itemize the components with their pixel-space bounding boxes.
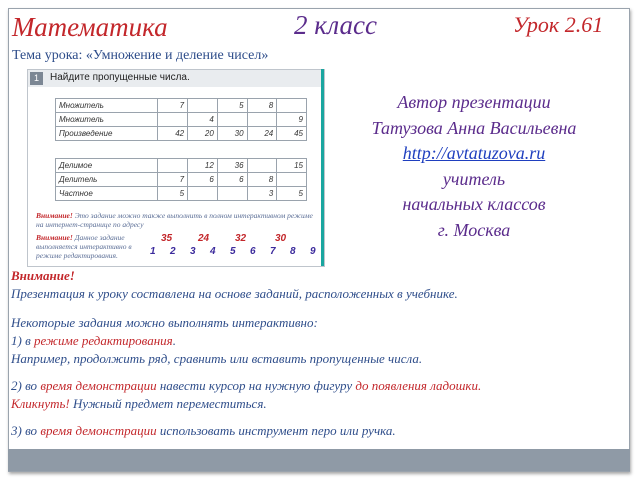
task-number: 1	[30, 72, 43, 85]
author-line: начальных классов	[402, 194, 546, 214]
answer-card[interactable]: 32	[235, 233, 247, 244]
mode-edit-line: 1) в режиме редактирования.	[11, 333, 176, 348]
note-text: Данное задание выполняется интерактивно в режиме редактирования.	[36, 233, 132, 260]
example-line: Например, продолжить ряд, сравнить или вставить пропущенные числа.	[11, 351, 423, 366]
author-city: г. Москва	[437, 219, 511, 240]
edit-mode-note	[36, 233, 148, 260]
lesson-number: Урок 2.61	[513, 12, 604, 37]
author-block	[336, 90, 612, 243]
answer-card[interactable]: 24	[198, 233, 210, 244]
index-number: 7	[270, 246, 276, 257]
index-number: 6	[250, 246, 256, 257]
task-thumbnail	[27, 69, 325, 267]
mode-pen-line: 3) во время демонстрации использовать инструмент перо или ручка.	[11, 423, 396, 438]
index-number: 9	[310, 246, 316, 257]
interactive-intro: Некоторые задания можно выполнять интерактивно:	[11, 315, 318, 330]
table-row: Множитель 7 5 8	[56, 99, 307, 113]
author-website-link[interactable]: http://avtatuzova.ru	[402, 143, 546, 163]
author-line: учитель	[442, 168, 506, 189]
index-number: 2	[170, 246, 176, 257]
bottom-bar	[8, 449, 630, 471]
task-title: Найдите пропущенные числа.	[50, 72, 190, 83]
table-row: Множитель 4 9	[56, 113, 307, 127]
task-header	[28, 70, 324, 87]
note-text: Это задание можно также выполнить в полном интерактивном режиме на интернет-странице по адресу	[36, 211, 313, 229]
index-number: 3	[190, 246, 196, 257]
author-line: Автор презентации	[397, 92, 551, 112]
multiplication-table	[55, 98, 307, 141]
answer-card[interactable]: 30	[275, 233, 287, 244]
grade-title: 2 класс	[294, 10, 377, 40]
table-row: Делимое 12 36 15	[56, 159, 307, 173]
intro-paragraph: Презентация к уроку составлена на основе заданий, расположенных в учебнике.	[11, 286, 458, 301]
answer-card[interactable]: 35	[161, 233, 173, 244]
note-attention: Внимание!	[36, 233, 73, 242]
division-table	[55, 158, 307, 201]
table-row: Произведение 42 20 30 24 45	[56, 127, 307, 141]
interactive-note	[36, 211, 320, 229]
note-attention: Внимание!	[36, 211, 73, 220]
click-line: Кликнуть! Нужный предмет переместиться.	[11, 396, 267, 411]
author-name: Татузова Анна Васильевна	[371, 117, 577, 138]
index-number: 1	[150, 246, 156, 257]
accent-bar	[321, 69, 324, 266]
index-number: 5	[230, 246, 236, 257]
index-number: 8	[290, 246, 296, 257]
mode-demo-line: 2) во время демонстрации навести курсор на нужную фигуру до появления ладошки.	[11, 378, 482, 393]
attention-heading: Внимание!	[11, 268, 75, 283]
subject-title: Математика	[12, 12, 168, 42]
table-row: Делитель 7 6 6 8	[56, 173, 307, 187]
index-number: 4	[210, 246, 216, 257]
lesson-topic: Тема урока: «Умножение и деление чисел»	[12, 48, 269, 63]
table-row: Частное 5 3 5	[56, 187, 307, 201]
